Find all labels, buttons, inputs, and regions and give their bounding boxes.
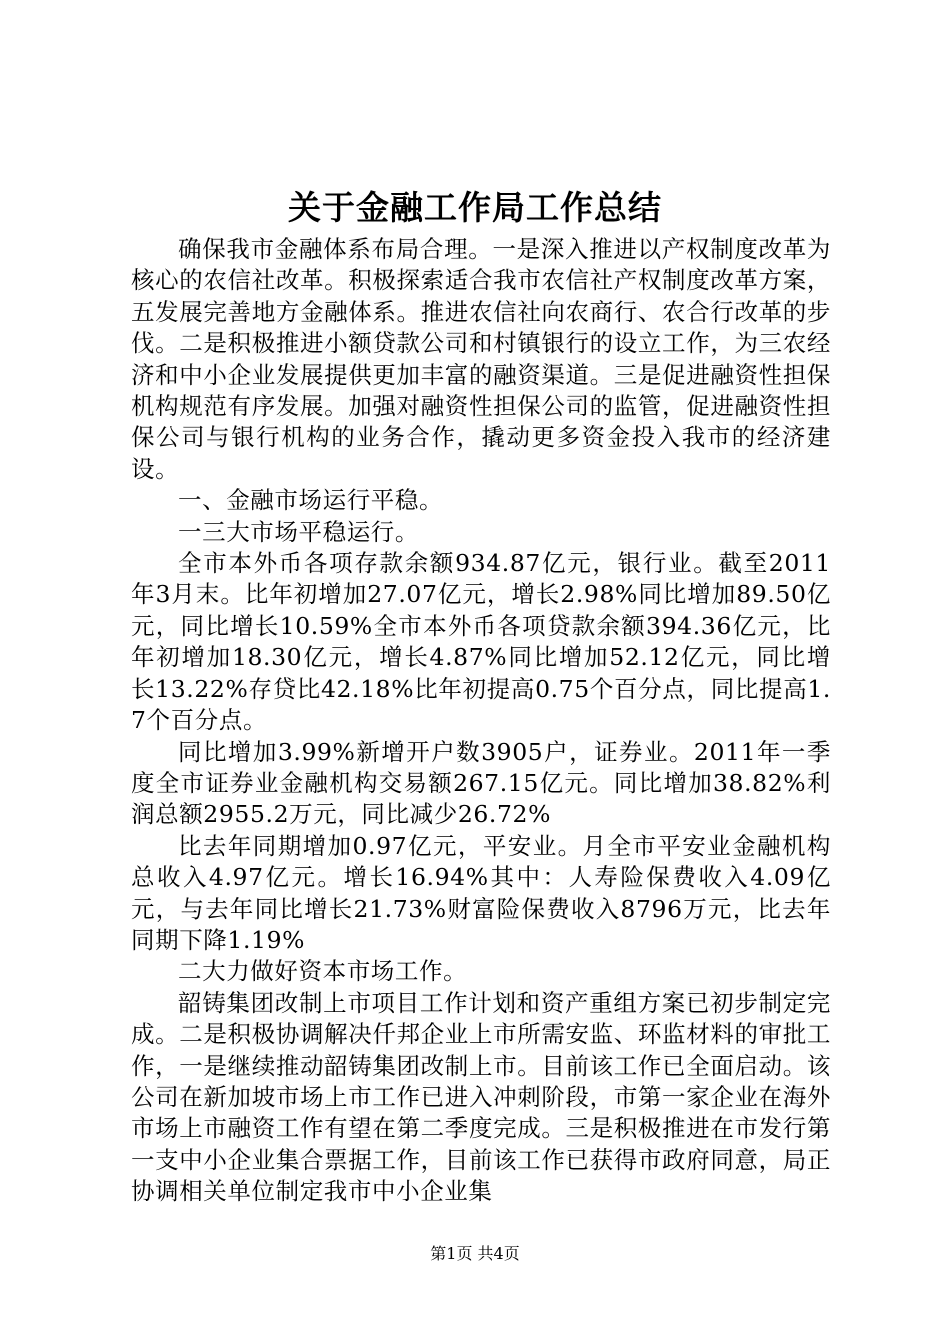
paragraph-securities: 同比增加3.99%新增开户数3905户，证券业。2011年一季度全市证券业金融机构交易额267.15亿元。同比增加38.82%利润总额2955.2万元，同比减少26.72% bbox=[131, 737, 831, 829]
heading-market-stable: 一、金融市场运行平稳。 bbox=[178, 486, 444, 515]
paragraph-insurance: 比去年同期增加0.97亿元，平安业。月全市平安业金融机构总收入4.97亿元。增长16.94%其中：人寿险保费收入4.09亿元，与去年同比增长21.73%财富险保费收入8796万元，比去年同期下降1.19% bbox=[131, 831, 831, 954]
heading-capital-market: 二大力做好资本市场工作。 bbox=[178, 957, 468, 986]
page-footer: 第1页 共4页 bbox=[430, 1244, 520, 1263]
paragraph-financial-system: 确保我市金融体系布局合理。一是深入推进以产权制度改革为核心的农信社改革。积极探索适合我市农信社产权制度改革方案，五发展完善地方金融体系。推进农信社向农商行、农合行改革的步伐。二是积极推进小额贷款公司和村镇银行的设立工作，为三农经济和中小企业发展提供更加丰富的融资渠道。三是促进融资性担保机构规范有序发展。加强对融资性担保公司的监管，促进融资性担保公司与银行机构的业务合作，撬动更多资金投入我市的经济建设。 bbox=[131, 235, 831, 483]
paragraph-capital-market: 韶铸集团改制上市项目工作计划和资产重组方案已初步制定完成。二是积极协调解决仟邦企业上市所需安监、环监材料的审批工作，一是继续推动韶铸集团改制上市。目前该工作已全面启动。该公司在新加坡市场上市工作已进入冲刺阶段，市第一家企业在海外市场上市融资工作有望在第二季度完成。三是积极推进在市发行第一支中小企业集合票据工作，目前该工作已获得市政府同意，局正协调相关单位制定我市中小企业集 bbox=[131, 988, 831, 1206]
document-title: 关于金融工作局工作总结 bbox=[288, 188, 662, 227]
paragraph-banking: 全市本外币各项存款余额934.87亿元，银行业。截至2011年3月末。比年初增加27.07亿元，增长2.98%同比增加89.50亿元，同比增长10.59%全市本外币各项贷款余额394.36亿元，比年初增加18.30亿元，增长4.87%同比增加52.12亿元，同比增长13.22%存贷比42.18%比年初提高0.75个百分点，同比提高1.7个百分点。 bbox=[131, 549, 831, 735]
heading-three-markets: 一三大市场平稳运行。 bbox=[178, 517, 419, 546]
document-body bbox=[131, 234, 831, 1208]
